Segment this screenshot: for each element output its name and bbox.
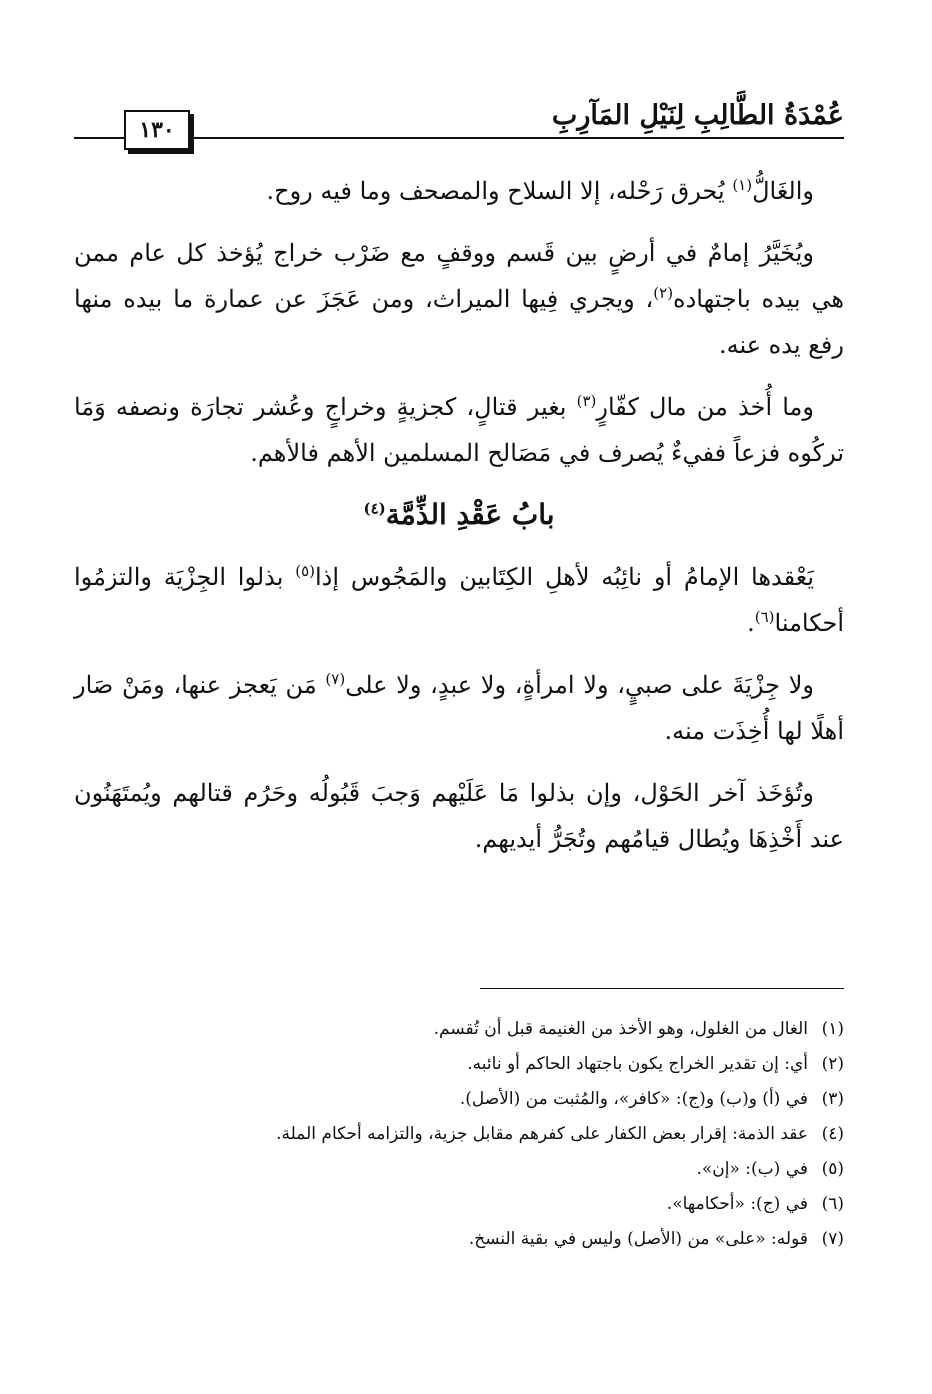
paragraph — [74, 554, 844, 646]
chapter-heading — [74, 492, 844, 538]
paragraph — [74, 168, 844, 214]
footnote-item — [74, 1117, 844, 1152]
page-number: ١٣٠ — [124, 110, 190, 150]
paragraph — [74, 384, 844, 476]
paragraph-text: ولا جِزْيَةَ على صبيٍ، ولا امرأةٍ، ولا عبدٍ، ولا على — [345, 671, 814, 699]
paragraph-text: بذلوا الجِزْيَة والتزمُوا أحكامنا — [74, 563, 844, 637]
paragraph-text: والغَالُّ — [752, 177, 814, 205]
footnote-ref: (٦) — [754, 608, 775, 626]
footnote-item — [74, 1187, 844, 1222]
footnote-ref: (١) — [732, 176, 753, 194]
header-rule-gap — [74, 126, 114, 128]
footnote-ref: (٧) — [325, 670, 346, 688]
footnote-text: في (ب): «إن». — [696, 1159, 808, 1179]
footnote-number: (٣) — [821, 1089, 844, 1109]
paragraph-text: يَعْقدها الإمامُ أو نائِبُه لأهلِ الكِتَابين والمَجُوس إذا — [315, 563, 814, 591]
page-header — [74, 92, 844, 152]
paragraph-text: يُحرق رَحْله، إلا السلاح والمصحف وما فيه روح. — [266, 177, 733, 205]
footnote-item — [74, 1222, 844, 1257]
footnote-text: في (ج): «أحكامها». — [666, 1194, 808, 1214]
footnote-ref: (٣) — [576, 392, 597, 410]
footnote-text: أي: إن تقدير الخراج يكون باجتهاد الحاكم أو نائبه. — [467, 1054, 808, 1074]
chapter-heading-text: بابُ عَقْدِ الذِّمَّة — [385, 498, 555, 531]
footnote-number: (٦) — [821, 1194, 844, 1214]
paragraph-text: ويُخَيَّرُ إمامٌ في أرضٍ بين قَسم ووقفٍ مع ضَرْب خراج يُؤخذ كل عام ممن هي بيده باجتهاده — [74, 239, 845, 313]
main-text — [74, 168, 844, 878]
paragraph-text: ، ويجري فِيها الميراث، ومن عَجَزَ عن عمارة ما بيده منها رفع يده عنه. — [74, 285, 844, 359]
paragraph-text: وما أُخذ من مال كفّارٍ — [596, 393, 815, 421]
footnote-ref: (٥) — [295, 562, 316, 580]
footnote-separator — [480, 988, 844, 989]
footnotes — [74, 1012, 844, 1257]
paragraph-text: وتُؤخَذ آخر الحَوْل، وإن بذلوا مَا عَلَيْهم وَجبَ قَبُولُه وحَرُم قتالهم ويُمتَهَنُون عند أَخْذِهَا ويُطال قيامُهم وتُجَرُّ أيديهم. — [74, 779, 844, 853]
paragraph-text: مَن يَعجز عنها، ومَنْ صَار أهلًا لها أُخِذَت منه. — [74, 671, 844, 745]
footnote-text: في (أ) و(ب) و(ج): «كافر»، والمُثبت من (الأصل). — [459, 1089, 808, 1109]
paragraph — [74, 662, 844, 754]
footnote-number: (٢) — [821, 1054, 844, 1074]
footnote-text: قوله: «على» من (الأصل) وليس في بقية النسخ. — [468, 1229, 808, 1249]
book-title: عُمْدَةُ الطَّالِبِ لِنَيْلِ المَآرِبِ — [551, 100, 844, 131]
footnote-item — [74, 1012, 844, 1047]
paragraph-text: بغير قتالٍ، كجزيةٍ وخراجٍ وعُشر تجارَة ونصفه وَمَا تركُوه فزعاً ففيءٌ يُصرف في مَصَالح المسلمين الأهم فالأهم. — [74, 393, 844, 467]
paragraphs-before-heading — [74, 168, 844, 476]
footnote-number: (٧) — [821, 1229, 844, 1249]
footnote-item — [74, 1047, 844, 1082]
footnote-text: عقد الذمة: إقرار بعض الكفار على كفرهم مقابل جزية، والتزامه أحكام الملة. — [276, 1124, 808, 1144]
footnote-item — [74, 1152, 844, 1187]
footnote-number: (١) — [821, 1019, 844, 1039]
paragraph — [74, 230, 844, 368]
footnote-text: الغال من الغلول، وهو الأخذ من الغنيمة قبل أن تُقسم. — [433, 1019, 808, 1039]
footnote-number: (٤) — [821, 1124, 844, 1144]
paragraph — [74, 770, 844, 862]
footnote-number: (٥) — [821, 1159, 844, 1179]
paragraphs-after-heading — [74, 554, 844, 862]
paragraph-text: . — [747, 609, 755, 637]
footnote-item — [74, 1082, 844, 1117]
footnote-ref: (٤) — [363, 499, 386, 518]
footnote-ref: (٢) — [653, 284, 674, 302]
